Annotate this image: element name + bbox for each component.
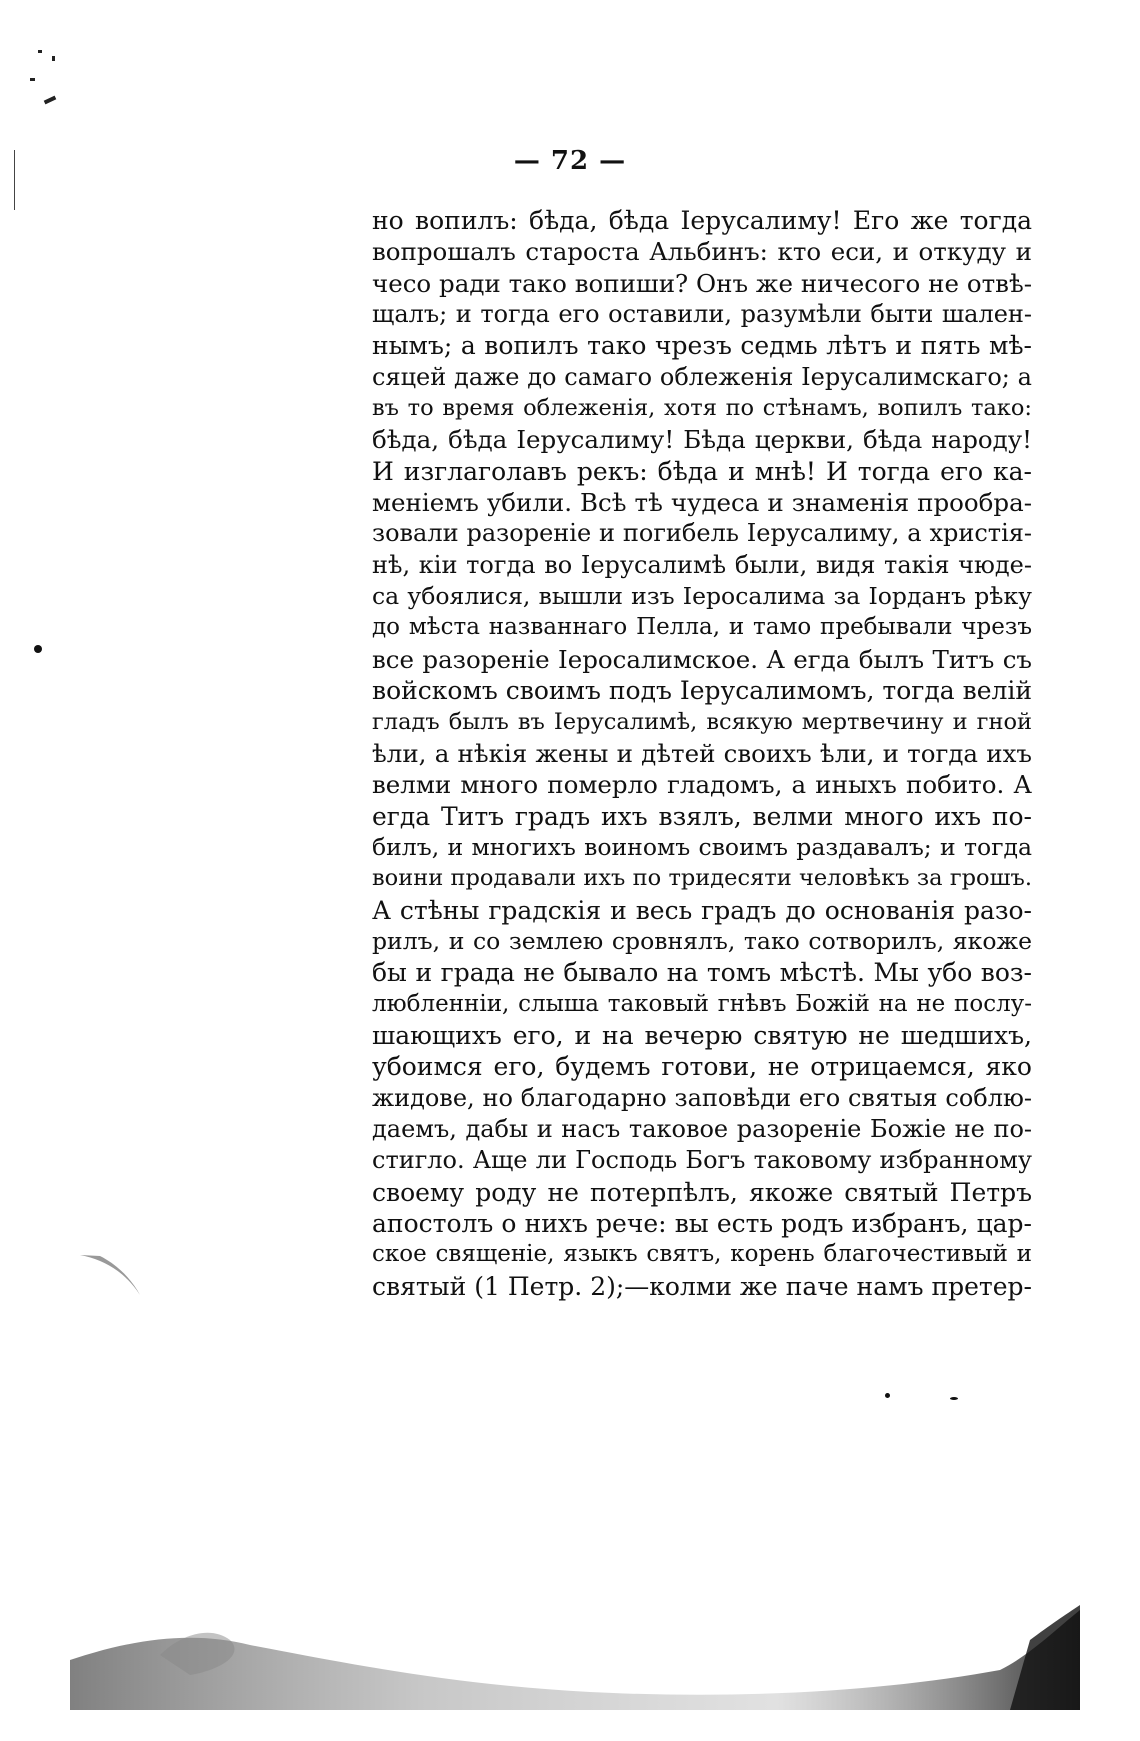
text-line: но вопилъ: бѣда, бѣда Іерусалиму! Его же тогда bbox=[372, 206, 1032, 235]
text-line: шающихъ его, и на вечерю святую не шедшихъ, bbox=[372, 1020, 1032, 1050]
text-line: жидове, но благодарно заповѣди его святыя соблю- bbox=[372, 1083, 1032, 1112]
body-text bbox=[372, 205, 1032, 1302]
scan-speck bbox=[30, 78, 35, 81]
text-line: любленніи, слыша таковый гнѣвъ Божій на не послу- bbox=[372, 990, 1032, 1017]
text-line: даемъ, дабы и насъ таковое разореніе Божіе не по- bbox=[372, 1114, 1032, 1143]
text-line: гладъ былъ въ Іерусалимѣ, всякую мертвечину и гной bbox=[372, 708, 1032, 735]
ink-dot bbox=[885, 1393, 890, 1398]
text-line: А стѣны градскія и весь градъ до основанія разо- bbox=[372, 895, 1032, 925]
text-line: вопрошалъ староста Альбинъ: кто еси, и откуду и bbox=[372, 237, 1032, 267]
text-line: зовали разореніе и погибель Іерусалиму, а христія- bbox=[372, 519, 1032, 548]
text-line: нымъ; а вопилъ тако чрезъ седмь лѣтъ и пять мѣ- bbox=[372, 331, 1032, 361]
text-line: сяцей даже до самаго облеженія Іерусалимскаго; а bbox=[372, 362, 1032, 391]
text-line: нѣ, кіи тогда во Іерусалимѣ были, видя такія чюде- bbox=[372, 550, 1032, 579]
text-line: велми много померло гладомъ, а иныхъ побито. А bbox=[372, 770, 1032, 800]
text-line: войскомъ своимъ подъ Іерусалимомъ, тогда велій bbox=[372, 676, 1032, 706]
text-line: въ то время облеженія, хотя по стѣнамъ, вопилъ тако: bbox=[372, 395, 1032, 422]
page-number: — 72 — bbox=[513, 146, 627, 176]
scan-speck bbox=[38, 50, 42, 53]
page-curl-shadow bbox=[70, 1600, 1080, 1710]
text-line: билъ, и многихъ воиномъ своимъ раздавалъ; и тогда bbox=[372, 832, 1032, 861]
ink-dot bbox=[950, 1397, 958, 1400]
text-line: все разореніе Іеросалимское. А егда былъ Титъ съ bbox=[372, 644, 1032, 674]
text-line: рилъ, и со землею сровнялъ, тако сотворилъ, якоже bbox=[372, 926, 1032, 955]
text-line: убоимся его, будемъ готови, не отрицаемся, яко bbox=[372, 1052, 1032, 1082]
ink-dot bbox=[34, 645, 42, 653]
text-line: ѣли, а нѣкія жены и дѣтей своихъ ѣли, и тогда ихъ bbox=[372, 738, 1032, 768]
text-line: до мѣста названнаго Пелла, и тамо пребывали чрезъ bbox=[372, 614, 1032, 641]
text-line: бѣда, бѣда Іерусалиму! Бѣда церкви, бѣда народу! bbox=[372, 425, 1032, 455]
text-line: святый (1 Петр. 2);—колми же паче намъ претер- bbox=[372, 1271, 1032, 1301]
text-line: меніемъ убили. Всѣ тѣ чудеса и знаменія прообра- bbox=[372, 488, 1032, 518]
text-line: И изглаголавъ рекъ: бѣда и мнѣ! И тогда его ка- bbox=[372, 456, 1032, 486]
scan-speck bbox=[52, 56, 55, 61]
text-line: апостолъ о нихъ рече: вы есть родъ избранъ, цар- bbox=[372, 1209, 1032, 1238]
text-line: щалъ; и тогда его оставили, разумѣли быти шален- bbox=[372, 300, 1032, 329]
page-curl-shadow-top bbox=[80, 1250, 160, 1310]
text-line: воини продавали ихъ по тридесяти человѣкъ за грошъ. bbox=[372, 865, 1032, 892]
text-line: егда Титъ градъ ихъ взялъ, велми много ихъ по- bbox=[372, 801, 1032, 831]
text-line: стигло. Аще ли Господь Богъ таковому избранному bbox=[372, 1146, 1032, 1175]
text-line: своему роду не потерпѣлъ, якоже святый Петръ bbox=[372, 1177, 1032, 1207]
scan-speck bbox=[44, 96, 57, 105]
text-line: са убоялися, вышли изъ Іеросалима за Іорданъ рѣку bbox=[372, 582, 1032, 611]
text-line: ское священіе, языкъ святъ, корень благочестивый и bbox=[372, 1241, 1032, 1268]
text-line: чесо ради тако вопиши? Онъ же ничесого не отвѣ- bbox=[372, 268, 1032, 298]
text-line: бы и града не бывало на томъ мѣстѣ. Мы убо воз- bbox=[372, 958, 1032, 988]
